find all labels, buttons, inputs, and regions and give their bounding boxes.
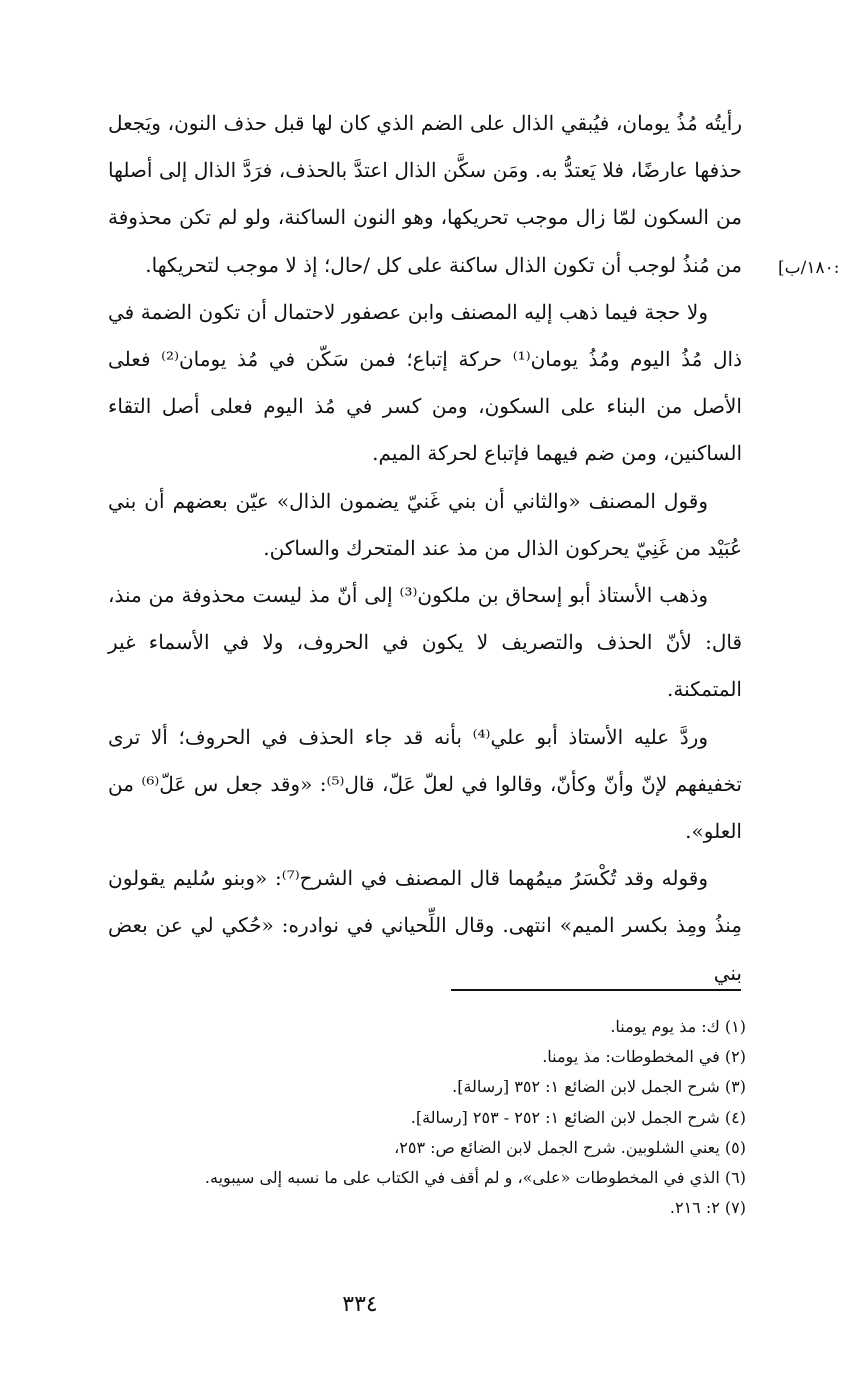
main-text: [108, 100, 742, 997]
paragraph-2: ولا حجة فيما ذهب إليه المصنف وابن عصفور لاحتمال أن تكون الضمة في ذال مُذُ اليوم ومُذُ يومان⁽¹⁾ حركة إتباع؛ فمن سَكّن في مُذ يومان⁽²⁾ فعلى الأصل من البناء على السكون، ومن كسر في مُذ اليوم فعلى أصل التقاء الساكنين، ومن ضم فيهما فإتباع لحركة الميم.: [108, 299, 742, 466]
footnote-6: (٦) الذي في المخطوطات «على»، و لم أقف في الكتاب على ما نسبه إلى سيبويه.: [204, 1168, 746, 1188]
paragraph-6: وقوله وقد تُكْسَرُ ميمُهما قال المصنف في الشرح⁽⁷⁾: «وبنو سُليم يقولون مِنذُ ومِذ بكسر الميم» انتهى. وقال اللِّحياني في نوادره: «حُكي لي عن بعض بني: [108, 866, 742, 985]
margin-manuscript-reference: :١٨٠/ب]: [778, 258, 840, 278]
footnotes: [108, 1012, 746, 1223]
paragraph-4: وذهب الأستاذ أبو إسحاق بن ملكون⁽³⁾ إلى أنّ مذ ليست محذوفة من منذ، قال: لأنّ الحذف والتصريف لا يكون في الحروف، ولا في الأسماء غير المتمكنة.: [108, 583, 742, 702]
footnote-2: (٢) في المخطوطات: مذ يومنا.: [542, 1047, 746, 1067]
footnote-1: (١) ك: مذ يوم يومنا.: [610, 1017, 746, 1036]
footnote-5: (٥) يعني الشلوبين. شرح الجمل لابن الضائع ص: ٢٥٣،: [394, 1137, 746, 1157]
footnote-separator: [451, 989, 741, 991]
page-number: ٣٣٤: [342, 1292, 378, 1317]
footnote-7: (٧) ٢: ٢١٦.: [669, 1198, 746, 1218]
paragraph-3: وقول المصنف «والثاني أن بني غَنيّ يضمون الذال» عيّن بعضهم أن بني عُبَيْد من غَنِيّ يحركون الذال من مذ عند المتحرك والساكن.: [108, 488, 742, 560]
paragraph-1: رأيتُه مُذُ يومان، فيُبقي الذال على الضم الذي كان لها قبل حذف النون، ويَجعل حذفها عارضًا، فلا يَعتدُّ به. ومَن سكَّن الذال اعتدَّ بالحذف، فرَدَّ الذال إلى أصلها من السكون لمّا زال موجب تحريكها، وهو النون الساكنة، ولو لم تكن محذوفة من مُنذُ لوجب أن تكون الذال ساكنة على كل /حال؛ إذ لا موجب لتحريكها.: [108, 111, 743, 277]
footnote-3: (٣) شرح الجمل لابن الضائع ١: ٣٥٢ [رسالة].: [452, 1077, 746, 1097]
paragraph-5: وردَّ عليه الأستاذ أبو علي⁽⁴⁾ بأنه قد جاء الحذف في الحروف؛ ألا ترى تخفيفهم لإنّ وأنّ وكأنّ، وقالوا في لعلّ عَلّ، قال⁽⁵⁾: «وقد جعل س عَلّ⁽⁶⁾ من العلو».: [108, 724, 742, 844]
footnote-4: (٤) شرح الجمل لابن الضائع ١: ٢٥٢ - ٢٥٣ [رسالة].: [410, 1107, 746, 1127]
